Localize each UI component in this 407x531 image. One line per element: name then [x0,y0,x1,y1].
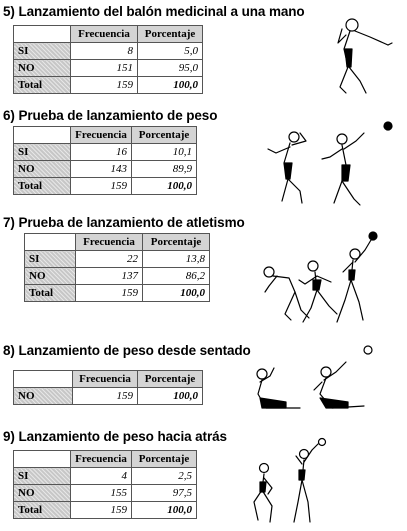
cell-porcentaje: 100,0 [132,178,197,195]
row-label: NO [14,60,71,77]
row-label: SI [14,43,71,60]
section-9 [0,426,407,526]
row-label: NO [14,161,71,178]
cell-frecuencia: 4 [71,468,132,485]
col-header-frecuencia: Frecuencia [71,451,132,468]
col-header-frecuencia: Frecuencia [71,26,138,43]
table-row [14,468,197,485]
cell-porcentaje: 95,0 [138,60,203,77]
row-label: NO [25,268,76,285]
table-row [14,77,203,94]
col-header-porcentaje: Porcentaje [143,234,210,251]
table-row [25,251,210,268]
row-label: Total [14,502,71,519]
table-row [25,285,210,302]
cell-frecuencia: 8 [71,43,138,60]
col-header-frecuencia: Frecuencia [73,371,138,388]
col-header-porcentaje: Porcentaje [138,26,203,43]
frequency-table [13,126,197,195]
cell-frecuencia: 159 [73,388,138,405]
cell-frecuencia: 159 [71,77,138,94]
col-header-frecuencia: Frecuencia [71,127,132,144]
row-label: NO [14,485,71,502]
row-label: NO [14,388,73,405]
cell-porcentaje: 86,2 [143,268,210,285]
row-label: SI [25,251,76,268]
cell-frecuencia: 22 [76,251,143,268]
section-heading: 8) Lanzamiento de peso desde sentado [3,343,251,358]
cell-frecuencia: 137 [76,268,143,285]
row-label: Total [14,178,71,195]
section-heading: 5) Lanzamiento del balón medicinal a una mano [3,4,305,19]
table-row [14,502,197,519]
section-heading: 9) Lanzamiento de peso hacia atrás [3,429,227,444]
frequency-table [13,25,203,94]
table-row [14,161,197,178]
section-5 [0,0,407,100]
one-arm-medicine-ball-throw-figure [330,5,400,100]
cell-porcentaje: 2,5 [132,468,197,485]
col-header-porcentaje: Porcentaje [132,127,197,144]
frequency-table [24,233,210,302]
cell-porcentaje: 97,5 [132,485,197,502]
section-heading: 7) Prueba de lanzamiento de atletismo [3,215,245,230]
cell-porcentaje: 13,8 [143,251,210,268]
section-8 [0,340,407,420]
table-row [14,43,203,60]
table-row [14,144,197,161]
table-row [14,388,203,405]
cell-porcentaje: 100,0 [138,388,203,405]
cell-porcentaje: 100,0 [138,77,203,94]
cell-porcentaje: 10,1 [132,144,197,161]
cell-porcentaje: 100,0 [143,285,210,302]
seated-shot-put-figures [240,342,380,417]
col-header-porcentaje: Porcentaje [138,371,203,388]
cell-frecuencia: 16 [71,144,132,161]
table-row [14,60,203,77]
frequency-table [13,370,203,405]
cell-frecuencia: 159 [76,285,143,302]
row-label: SI [14,468,71,485]
row-label: SI [14,144,71,161]
row-label: Total [14,77,71,94]
cell-frecuencia: 159 [71,502,132,519]
col-header-porcentaje: Porcentaje [132,451,197,468]
frequency-table [13,450,197,519]
cell-porcentaje: 100,0 [132,502,197,519]
cell-porcentaje: 89,9 [132,161,197,178]
cell-frecuencia: 151 [71,60,138,77]
section-6 [0,105,407,205]
section-heading: 6) Prueba de lanzamiento de peso [3,108,218,123]
athletics-throw-sequence-figures [255,230,405,330]
col-header-frecuencia: Frecuencia [76,234,143,251]
table-row [25,268,210,285]
backward-shot-throw-figures [250,436,340,531]
cell-porcentaje: 5,0 [138,43,203,60]
shot-put-figures [262,119,402,209]
cell-frecuencia: 159 [71,178,132,195]
cell-frecuencia: 155 [71,485,132,502]
table-row [14,178,197,195]
table-row [14,485,197,502]
row-label: Total [25,285,76,302]
cell-frecuencia: 143 [71,161,132,178]
section-7 [0,212,407,332]
